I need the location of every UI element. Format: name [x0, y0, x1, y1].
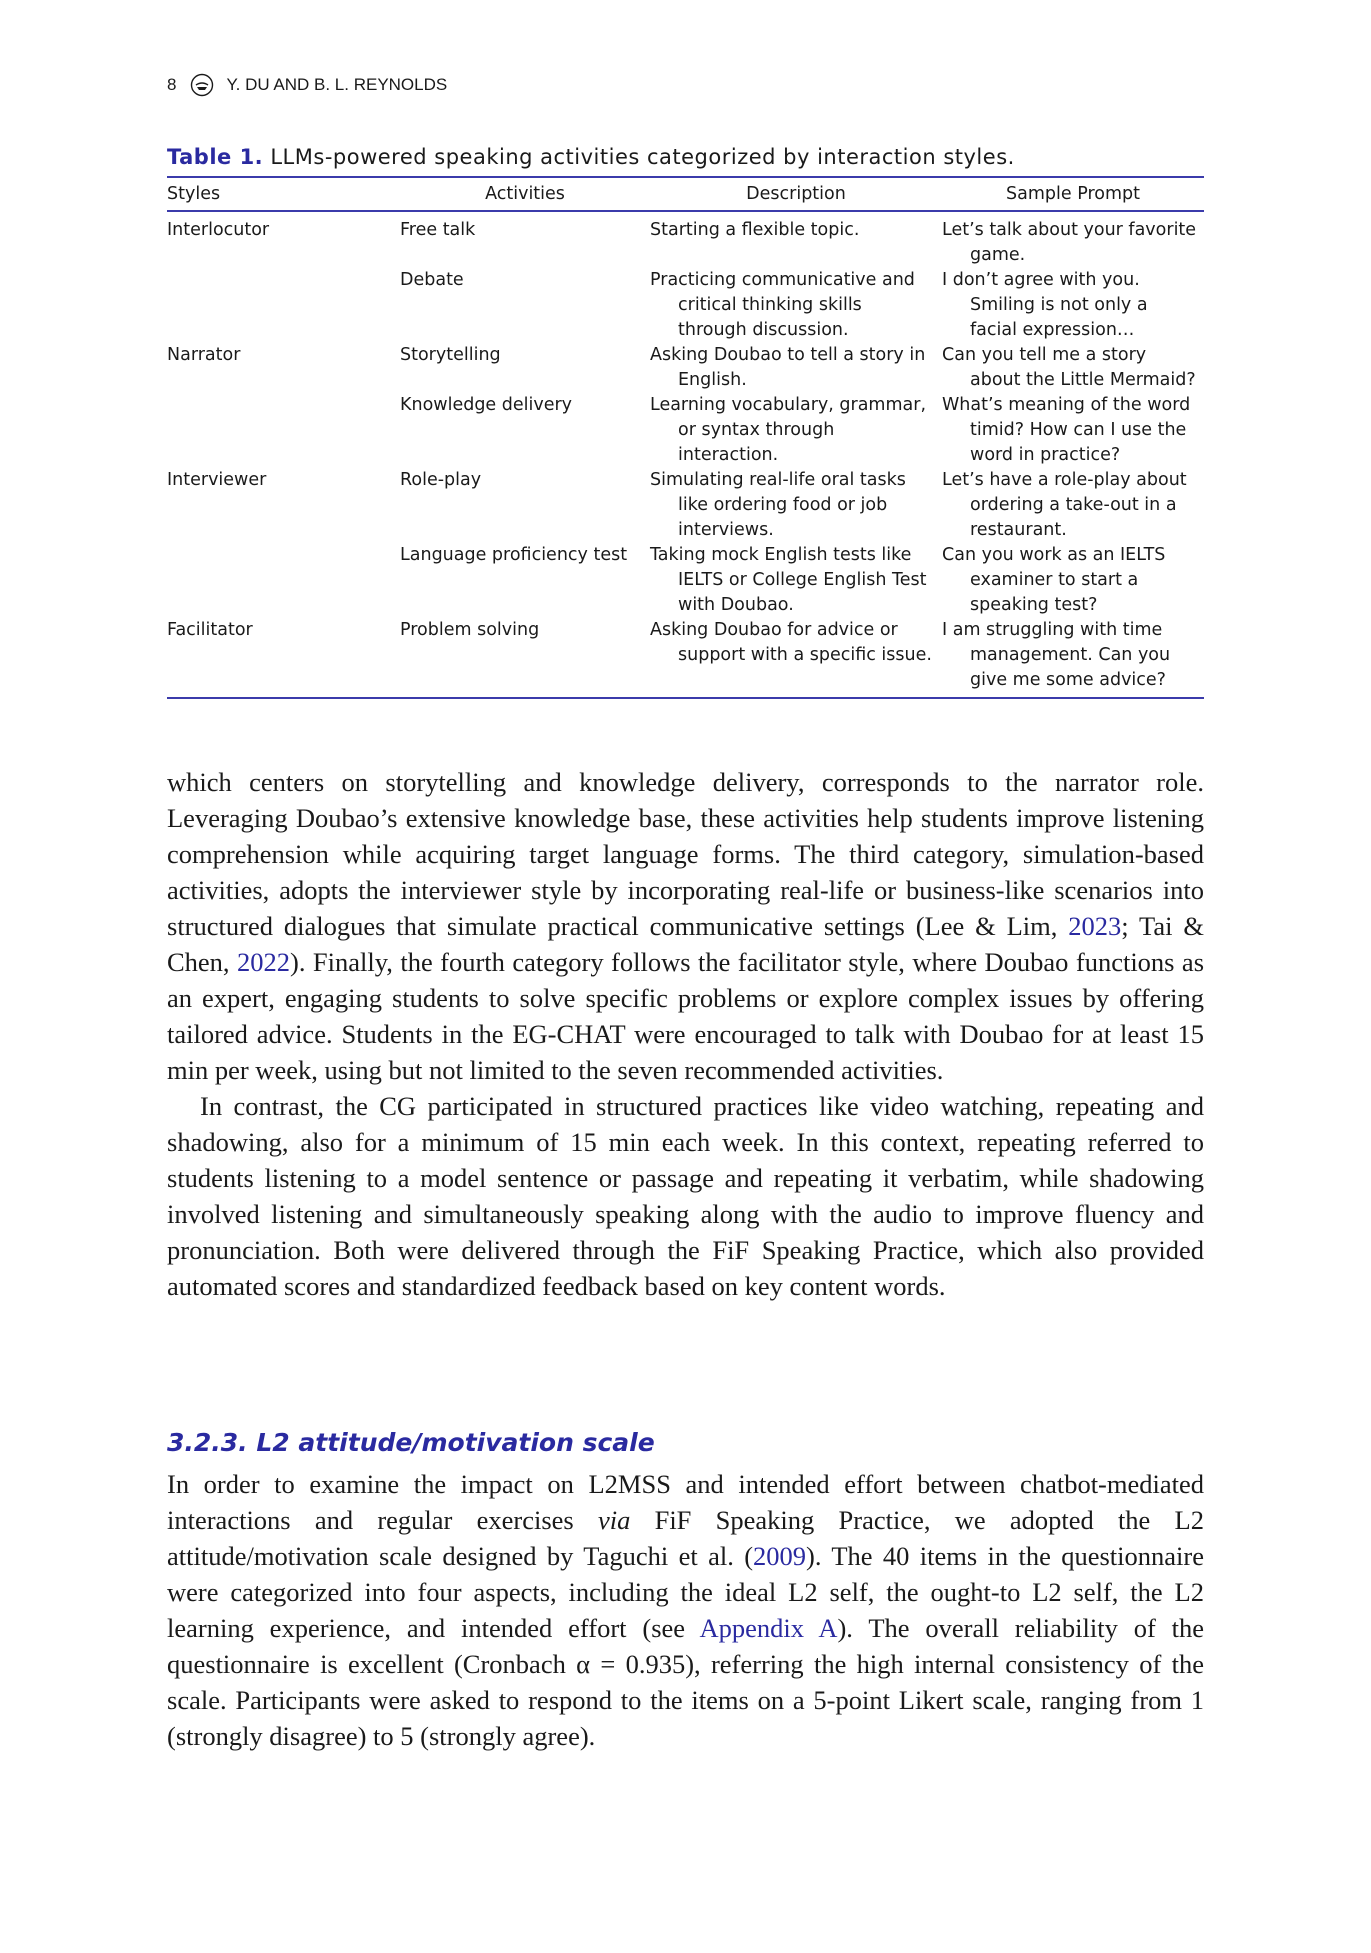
cell-description: Taking mock English tests like IELTS or College English Test with Doubao. — [650, 545, 927, 615]
cell-activity: Debate — [400, 270, 464, 290]
citation-link-2023[interactable]: 2023 — [1068, 911, 1122, 941]
para1-text-a: which centers on storytelling and knowledge delivery, corresponds to the narrator role. Leveraging Doubao’s extensive knowledge base, these activities help students improve listening comprehension while acquiring target language forms. The third category, simulation-based activities, adopts the interviewer style by incorporating real-life or business-like scenarios into structured dialogues that simulate practical communicative settings (Lee & Lim, — [167, 767, 1204, 941]
para3-text-d: ). The overall reliability of the questionnaire is excellent (Cronbach α = 0.935), referring the high internal consistency of the scale. Participants were asked to respond to the items on a 5-point Likert scale, ranging from 1 (strongly disagree) to 5 (strongly agree). — [167, 1613, 1204, 1751]
cell-prompt: I don’t agree with you. Smiling is not only a facial expression… — [942, 270, 1148, 340]
cell-description: Asking Doubao to tell a story in English. — [650, 345, 926, 390]
table-caption-label: Table 1. — [167, 145, 264, 169]
cell-activity: Problem solving — [400, 620, 540, 640]
page-number: 8 — [167, 75, 177, 94]
cell-style: Interlocutor — [167, 220, 270, 240]
citation-link-2022[interactable]: 2022 — [237, 947, 291, 977]
paragraph-2: In contrast, the CG participated in structured practices like video watching, repeating and shadowing, also for a minimum of 15 min each week. In this context, repeating referred to students listening to a model sentence or passage and repeating it verbatim, while shadowing involved listening and simultaneously speaking along with the audio to improve fluency and pronunciation. Both were delivered through the FiF Speaking Practice, which also provided automated scores and standardized feedback based on key content words. — [167, 1091, 1204, 1301]
cell-activity: Knowledge delivery — [400, 395, 573, 415]
cell-prompt: Let’s talk about your favorite game. — [942, 220, 1197, 265]
para3-text-b: FiF Speaking Practice, we adopted the L2 attitude/motivation scale designed by Taguchi et al. ( — [167, 1505, 1204, 1571]
running-authors: Y. DU AND B. L. REYNOLDS — [226, 75, 448, 94]
cell-activity: Language proficiency test — [400, 545, 628, 565]
cell-style — [167, 268, 400, 343]
cell-description: Starting a flexible topic. — [650, 220, 860, 240]
appendix-a-link[interactable]: Appendix A — [699, 1613, 838, 1643]
table-row — [167, 211, 1204, 268]
section-body — [167, 1466, 1204, 1754]
table-row — [167, 268, 1204, 343]
table-caption-text: LLMs-powered speaking activities categorized by interaction styles. — [270, 145, 1015, 169]
cell-description: Asking Doubao for advice or support with a specific issue. — [650, 620, 932, 665]
table-row — [167, 393, 1204, 468]
cell-prompt: I am struggling with time management. Can you give me some advice? — [942, 620, 1171, 690]
cell-style — [167, 393, 400, 468]
cell-style — [167, 543, 400, 618]
para3-italic-via: via — [597, 1505, 631, 1535]
cell-activity: Role-play — [400, 470, 482, 490]
cell-style: Narrator — [167, 345, 241, 365]
cell-description: Practicing communicative and critical thinking skills through discussion. — [650, 270, 915, 340]
col-header-sample-prompt: Sample Prompt — [1006, 184, 1140, 204]
col-header-activities: Activities — [485, 184, 565, 204]
cell-style: Interviewer — [167, 470, 267, 490]
para1-text-b: ; Tai & Chen, — [167, 911, 1204, 977]
body-paragraphs — [167, 764, 1204, 1304]
cell-prompt: Can you work as an IELTS examiner to start a speaking test? — [942, 545, 1166, 615]
cell-prompt: Let’s have a role-play about ordering a take-out in a restaurant. — [942, 470, 1187, 540]
paragraph-3 — [167, 1466, 1204, 1754]
paragraph-1 — [167, 764, 1204, 1088]
cell-description: Simulating real-life oral tasks like ordering food or job interviews. — [650, 470, 906, 540]
table-row — [167, 468, 1204, 543]
journal-logo-icon — [190, 73, 214, 97]
para3-text-a: In order to examine the impact on L2MSS and intended effort between chatbot-mediated interactions and regular exercises — [167, 1469, 1204, 1535]
cell-prompt: What’s meaning of the word timid? How can I use the word in practice? — [942, 395, 1191, 465]
col-header-description: Description — [746, 184, 846, 204]
table-1 — [167, 142, 1204, 699]
cell-prompt: Can you tell me a story about the Little Mermaid? — [942, 345, 1196, 390]
table-row — [167, 543, 1204, 618]
citation-link-2009[interactable]: 2009 — [753, 1541, 807, 1571]
running-header — [167, 72, 447, 98]
cell-description: Learning vocabulary, grammar, or syntax through interaction. — [650, 395, 927, 465]
cell-style: Facilitator — [167, 620, 253, 640]
col-header-styles: Styles — [167, 184, 221, 204]
activities-table — [167, 176, 1204, 699]
table-row — [167, 618, 1204, 698]
table-header-row — [167, 177, 1204, 211]
cell-activity: Storytelling — [400, 345, 501, 365]
table-row — [167, 343, 1204, 393]
cell-activity: Free talk — [400, 220, 476, 240]
para1-text-c: ). Finally, the fourth category follows the facilitator style, where Doubao functions as an expert, engaging students to solve specific problems or explore complex issues by offering tailored advice. Students in the EG-CHAT were encouraged to talk with Doubao for at least 15 min per week, using but not limited to the seven recommended activities. — [167, 947, 1205, 1085]
para3-text-c: ). The 40 items in the questionnaire were categorized into four aspects, including the ideal L2 self, the ought-to L2 self, the L2 learning experience, and intended effort (see — [167, 1541, 1204, 1643]
section-heading: 3.2.3. L2 attitude/motivation scale — [167, 1428, 655, 1457]
table-caption — [167, 142, 1204, 176]
